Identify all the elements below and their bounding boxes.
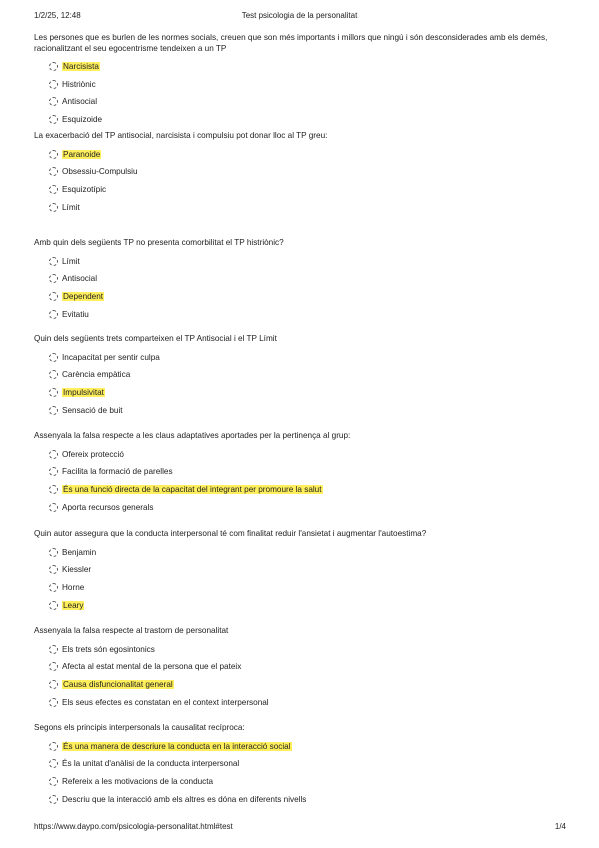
answer-option-label: Incapacitat per sentir culpa [62,352,160,362]
question-prompt: Assenyala la falsa respecte a les claus adaptatives aportades per la pertinença al grup: [34,431,351,440]
radio-button-icon[interactable] [49,583,58,592]
question-block [34,626,571,711]
question-block [34,238,571,323]
radio-button-icon[interactable] [49,485,58,494]
answer-option-label: Descriu que la interacció amb els altres es dóna en diferents nivells [62,794,307,804]
answer-option-label-highlighted: Causa disfuncionalitat general [63,679,173,689]
answer-option-label: Esquizoide [62,115,103,125]
answer-option-label: Esquizotípic [62,184,107,194]
answer-option-label-highlighted: Narcisista [63,62,99,72]
answer-option[interactable] [34,481,571,499]
question-prompt: Les persones que es burlen de les normes socials, creuen que son més importants i millors que ningú i són desconsiderades amb els demés, racionalitzant el seu egocentrisme tendeixen a un TP [34,33,548,53]
radio-button-icon[interactable] [49,759,58,768]
answer-option[interactable] [34,463,571,481]
radio-button-icon[interactable] [49,565,58,574]
answer-option[interactable] [34,658,571,676]
answer-option[interactable] [34,544,571,562]
answer-option-label: Refereix a les motivacions de la conducta [62,776,214,786]
answer-option-label: Horne [62,582,85,592]
radio-button-icon[interactable] [49,80,58,89]
answer-option-label: Afecta al estat mental de la persona que el pateix [62,662,242,672]
question-prompt: La exacerbació del TP antisocial, narcisista i compulsiu pot donar lloc al TP greu: [34,131,328,140]
radio-button-icon[interactable] [49,645,58,654]
radio-button-icon[interactable] [49,203,58,212]
footer-url: https://www.daypo.com/psicologia-personalitat.html#test [34,822,233,831]
answer-option-label: Límit [62,256,80,266]
question-block [34,334,571,419]
answer-option-label: Obsessiu-Compulsiu [62,167,138,177]
answer-option[interactable] [34,790,571,808]
radio-button-icon[interactable] [49,777,58,786]
answer-option[interactable] [34,401,571,419]
answer-option[interactable] [34,755,571,773]
radio-button-icon[interactable] [49,62,58,71]
answer-option-label: Benjamin [62,547,97,557]
answer-option-label: Carència empàtica [62,370,131,380]
answer-option[interactable] [34,773,571,791]
answer-option[interactable] [34,446,571,464]
radio-button-icon[interactable] [49,185,58,194]
answer-option[interactable] [34,58,571,76]
radio-button-icon[interactable] [49,795,58,804]
answer-option-label-highlighted: És una funció directa de la capacitat del integrant per promoure la salut [63,484,322,494]
answer-option-label-highlighted: Impulsivitat [63,387,104,397]
answer-option[interactable] [34,498,571,516]
answer-option[interactable] [34,693,571,711]
answer-option-label: Facilita la formació de parelles [62,467,173,477]
answer-option[interactable] [34,76,571,94]
answer-option[interactable] [34,561,571,579]
answer-option-label: Ofereix protecció [62,449,124,459]
radio-button-icon[interactable] [49,742,58,751]
radio-button-icon[interactable] [49,97,58,106]
radio-button-icon[interactable] [49,450,58,459]
answer-option[interactable] [34,738,571,756]
answer-option[interactable] [34,579,571,597]
answer-option-label: Sensació de buit [62,405,123,415]
page-title: Test psicologia de la personalitat [241,11,358,20]
radio-button-icon[interactable] [49,274,58,283]
answer-option[interactable] [34,384,571,402]
answer-option-label: Histriònic [62,79,96,89]
radio-button-icon[interactable] [49,353,58,362]
radio-button-icon[interactable] [49,150,58,159]
answer-option[interactable] [34,596,571,614]
answer-option[interactable] [34,93,571,111]
answer-option[interactable] [34,198,571,216]
radio-button-icon[interactable] [49,698,58,707]
answer-option[interactable] [34,111,571,129]
answer-option-label: És la unitat d'anàlisi de la conducta interpersonal [62,759,240,769]
answer-option[interactable] [34,366,571,384]
radio-button-icon[interactable] [49,680,58,689]
radio-button-icon[interactable] [49,115,58,124]
answer-option-label: Antisocial [62,97,98,107]
answer-option-label: Kiessler [62,565,92,575]
answer-option[interactable] [34,641,571,659]
answer-option-label: Els trets són egosintonics [62,644,155,654]
answer-option-label-highlighted: És una manera de descriure la conducta en la interacció social [63,741,291,751]
question-prompt: Segons els principis interpersonals la causalitat recíproca: [34,723,245,732]
answer-option[interactable] [34,288,571,306]
question-block [34,33,571,128]
question-prompt: Amb quin dels següents TP no presenta comorbilitat el TP histriònic? [34,238,284,247]
answer-option-label-highlighted: Paranoide [63,149,101,159]
question-block [34,529,571,614]
radio-button-icon[interactable] [49,257,58,266]
radio-button-icon[interactable] [49,167,58,176]
answer-option[interactable] [34,676,571,694]
radio-button-icon[interactable] [49,503,58,512]
radio-button-icon[interactable] [49,548,58,557]
answer-option-label: Límit [62,202,80,212]
answer-option[interactable] [34,253,571,271]
answer-option-label: Evitatiu [62,309,89,319]
radio-button-icon[interactable] [49,370,58,379]
question-prompt: Assenyala la falsa respecte al trastorn de personalitat [34,626,229,635]
answer-option[interactable] [34,349,571,367]
radio-button-icon[interactable] [49,292,58,301]
radio-button-icon[interactable] [49,406,58,415]
answer-option-label-highlighted: Dependent [63,291,104,301]
page-number: 1/4 [554,822,566,831]
answer-option[interactable] [34,163,571,181]
question-block [34,431,571,516]
answer-option-label: Antisocial [62,274,98,284]
question-block [34,131,571,216]
answer-option-label: Els seus efectes es constatan en el context interpersonal [62,697,269,707]
answer-option-label-highlighted: Leary [63,600,84,610]
question-prompt: Quin dels següents trets comparteixen el TP Antisocial i el TP Límit [34,334,277,343]
radio-button-icon[interactable] [49,467,58,476]
answer-option[interactable] [34,181,571,199]
question-block [34,723,571,808]
answer-option[interactable] [34,270,571,288]
radio-button-icon[interactable] [49,310,58,319]
radio-button-icon[interactable] [49,662,58,671]
answer-option-label: Aporta recursos generals [62,502,154,512]
radio-button-icon[interactable] [49,388,58,397]
answer-option[interactable] [34,146,571,164]
radio-button-icon[interactable] [49,601,58,610]
answer-option[interactable] [34,305,571,323]
print-datetime: 1/2/25, 12:48 [34,11,81,20]
question-prompt: Quin autor assegura que la conducta interpersonal té com finalitat reduir l'ansietat i augmentar l'autoestima? [34,529,427,538]
